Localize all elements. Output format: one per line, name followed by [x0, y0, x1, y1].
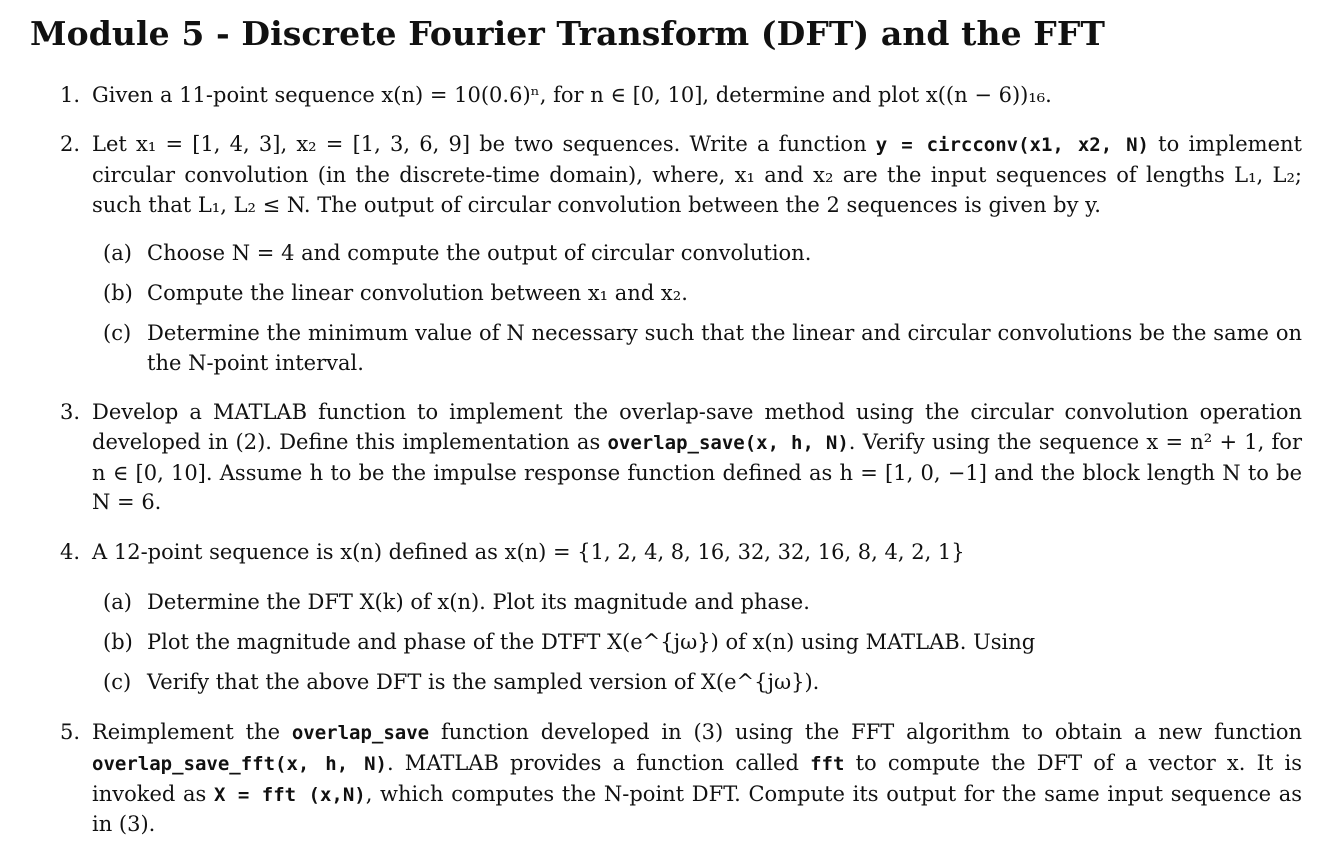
question-2-part-b	[103, 279, 1302, 309]
part-text: Determine the minimum value of N necessary such that the linear and circular convolutions be the same on the N-point interval.	[147, 321, 1302, 375]
text-segment: Develop a MATLAB function to implement the overlap-save method using the circular convolution operation developed in (2). Define this implementation as	[92, 400, 1302, 454]
code-snippet: overlap_save(x, h, N)	[607, 431, 849, 454]
question-4-part-b	[103, 628, 1302, 658]
page-title: Module 5 - Discrete Fourier Transform (DFT) and the FFT	[30, 14, 1106, 53]
text-segment: to compute the DFT of a vector x. It is invoked as	[92, 750, 1302, 806]
part-label: (b)	[103, 630, 133, 654]
question-text	[92, 398, 1302, 518]
part-text: Plot the magnitude and phase of the DTFT X(e^{jω}) of x(n) using MATLAB. Using	[147, 630, 1036, 654]
question-text	[92, 130, 1302, 220]
part-text: Compute the linear convolution between x₁ and x₂.	[147, 281, 688, 305]
question-3	[60, 398, 1302, 518]
question-2	[60, 130, 1302, 220]
question-2-part-a	[103, 239, 1302, 269]
question-text: A 12-point sequence is x(n) defined as x(n) = {1, 2, 4, 8, 16, 32, 32, 16, 8, 4, 2, 1}	[92, 540, 965, 564]
question-number: 1.	[60, 83, 81, 107]
question-4-part-c	[103, 668, 1302, 698]
part-label: (a)	[103, 590, 132, 614]
question-number: 2.	[60, 132, 81, 156]
text-segment: , which computes the N-point DFT. Compute its output for the same input sequence as in (3).	[92, 781, 1302, 837]
part-text: Choose N = 4 and compute the output of circular convolution.	[147, 241, 812, 265]
code-snippet: overlap_save	[291, 722, 430, 744]
code-snippet: overlap_save_fft(x, h, N)	[92, 752, 387, 775]
part-label: (a)	[103, 241, 132, 265]
text-segment: . Verify using the sequence x = n² + 1, for n ∈ [0, 10]. Assume h to be the impulse response function defined as h = [1, 0, −1] and the block length N to be N = 6.	[92, 429, 1302, 515]
question-number: 4.	[60, 540, 81, 564]
text-segment: Reimplement the	[92, 720, 292, 744]
question-text	[92, 718, 1302, 840]
text-segment: function developed in (3) using the FFT algorithm to obtain a new function	[429, 720, 1302, 744]
part-label: (b)	[103, 281, 133, 305]
question-2-part-c	[103, 319, 1302, 379]
question-text: Given a 11-point sequence x(n) = 10(0.6)ⁿ, for n ∈ [0, 10], determine and plot x((n − 6))₁₆.	[92, 83, 1052, 107]
part-text: Determine the DFT X(k) of x(n). Plot its magnitude and phase.	[147, 590, 810, 614]
part-label: (c)	[103, 670, 132, 694]
part-text: Verify that the above DFT is the sampled version of X(e^{jω}).	[147, 670, 820, 694]
question-5	[60, 718, 1302, 840]
text-segment: . MATLAB provides a function called	[386, 750, 811, 775]
question-1	[60, 81, 1302, 111]
question-number: 3.	[60, 400, 81, 424]
text-segment: to implement circular convolution (in the discrete-time domain), where, x₁ and x₂ are the input sequences of lengths L₁, L₂; such that L₁, L₂ ≤ N. The output of circular convolution between the 2 sequences is given by y.	[92, 132, 1302, 217]
code-snippet: fft	[810, 752, 845, 775]
question-4	[60, 538, 1302, 568]
question-number: 5.	[60, 720, 81, 744]
question-4-part-a	[103, 588, 1302, 618]
code-snippet: X = fft (x,N)	[214, 783, 366, 806]
text-segment: Let x₁ = [1, 4, 3], x₂ = [1, 3, 6, 9] be two sequences. Write a function	[92, 132, 876, 156]
part-label: (c)	[103, 321, 132, 345]
code-snippet: y = circconv(x1, x2, N)	[875, 134, 1149, 156]
